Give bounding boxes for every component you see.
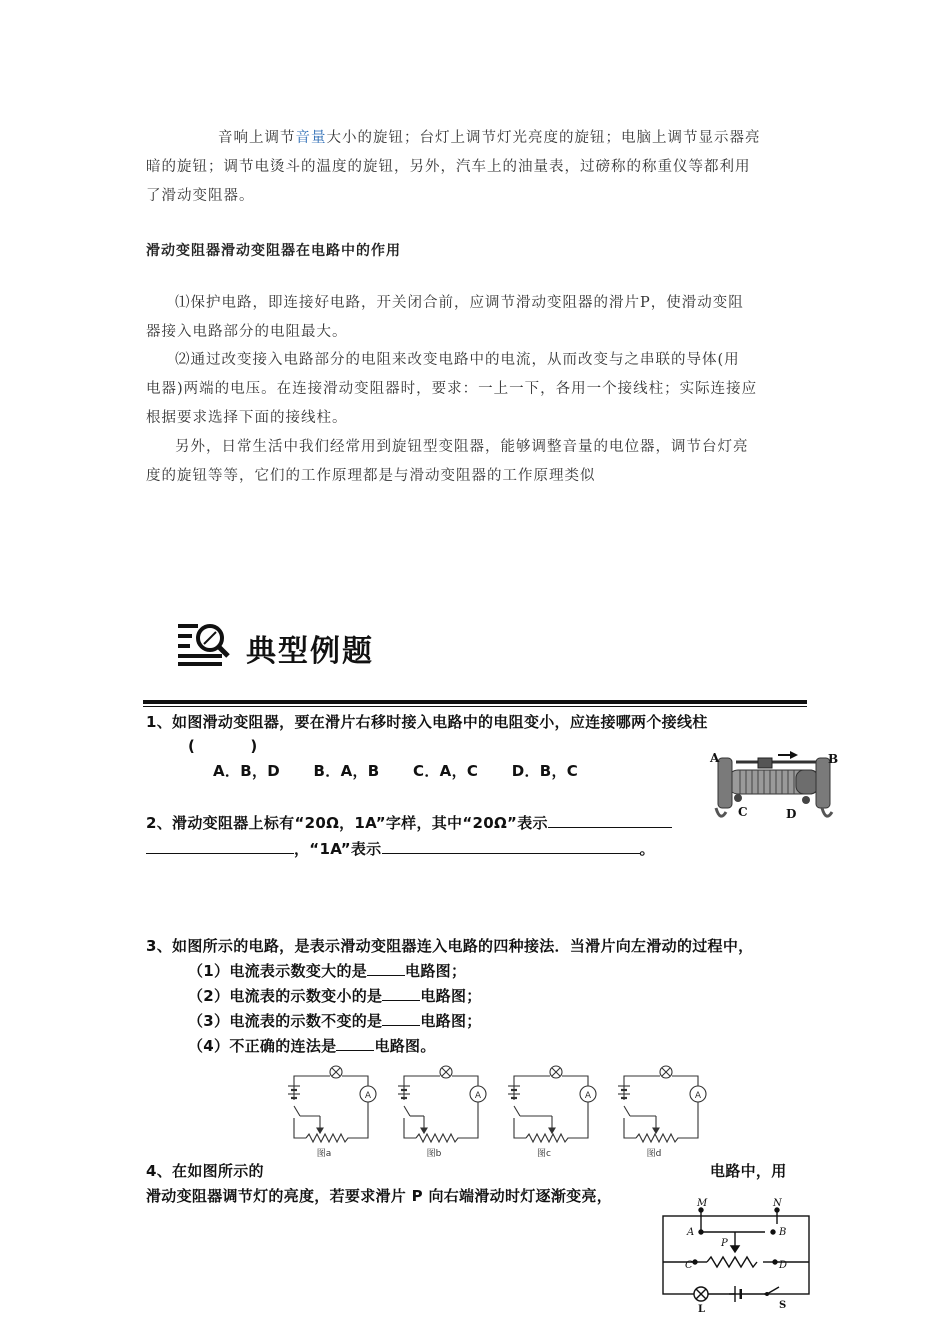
q1-options	[213, 759, 578, 783]
q4-line-2: 滑动变阻器调节灯的亮度，若要求滑片 P 向右端滑动时灯逐渐变亮，	[146, 1187, 613, 1205]
intro-line-1: 音响上调节音量大小的旋钮；台灯上调节灯光亮度的旋钮；电脑上调节显示器亮	[218, 130, 761, 146]
circuit-rheostat-icon	[306, 1134, 354, 1142]
q3-item-2: （2）电流表的示数变小的是 电路图；	[188, 984, 482, 1008]
q3-item-4: （4）不正确的连法是 电路图。	[188, 1034, 436, 1058]
q4-label-n: N	[773, 1198, 782, 1209]
role-3-line-2: 度的旋钮等等，它们的工作原理都是与滑动变阻器的工作原理类似	[146, 468, 596, 484]
q2-blank-2[interactable]	[382, 837, 640, 854]
circuit-label-3: 图c	[537, 1149, 551, 1159]
section-rule-thick	[143, 700, 807, 704]
circuit-ammeter-label: A	[694, 1091, 702, 1101]
role-2-line-2: 电器)两端的电压。在连接滑动变阻器时，要求：一上一下，各用一个接线柱；实际连接应	[146, 381, 758, 397]
q3-item-3: （3）电流表的示数不变的是 电路图；	[188, 1009, 482, 1033]
q3-blank-3[interactable]	[382, 1009, 420, 1026]
circuit-ammeter-label: A	[474, 1091, 482, 1101]
circuit-rheostat-icon	[526, 1134, 574, 1142]
magnifier-book-icon	[176, 618, 234, 668]
q2-blank-1[interactable]	[548, 811, 672, 828]
q4-label-d: D	[779, 1260, 788, 1271]
intro-line-2: 暗的旋钮；调节电烫斗的温度的旋钮，另外，汽车上的油量表，过磅称的称重仪等都利用	[146, 159, 751, 175]
q4-label-p: P	[721, 1238, 728, 1249]
role-1-line-1: ⑴保护电路，即连接好电路，开关闭合前，应调节滑动变阻器的滑片P，使滑动变阻	[175, 295, 744, 311]
rheostat-label-b: B	[828, 752, 839, 766]
q1-option-a[interactable]: A．B，D	[213, 762, 280, 780]
circuit-label-4: 图d	[646, 1149, 662, 1159]
rheostat-figure	[706, 748, 846, 828]
q4-label-m: M	[697, 1198, 708, 1209]
q2-line-1: 2、滑动变阻器上标有“20Ω，1A”字样，其中“20Ω”表示	[146, 811, 672, 835]
q2-line-2: ，“1A”表示 。	[146, 837, 655, 861]
q4-label-s: S	[779, 1300, 787, 1311]
q4-label-l: L	[698, 1304, 706, 1315]
q3-blank-2[interactable]	[382, 984, 420, 1001]
q3-text: 3、如图所示的电路，是表示滑动变阻器连入电路的四种接法．当滑片向左滑动的过程中，	[146, 937, 754, 955]
intro-line-3: 了滑动变阻器。	[146, 188, 255, 204]
circuit-label-2: 图b	[426, 1149, 442, 1159]
circuit-rheostat-icon	[416, 1134, 464, 1142]
q3-blank-4[interactable]	[336, 1034, 374, 1051]
q4-label-a: A	[687, 1227, 695, 1238]
roles-heading: 滑动变阻器滑动变阻器在电路中的作用	[146, 243, 401, 259]
circuit-1	[288, 1066, 376, 1142]
rheostat-label-a: A	[710, 751, 720, 765]
circuit-3	[508, 1066, 596, 1142]
q1-option-b[interactable]: B．A，B	[313, 762, 380, 780]
section-title: 典型例题	[246, 634, 374, 669]
q1-option-c[interactable]: C．A，C	[413, 762, 479, 780]
q3-circuits	[280, 1060, 720, 1162]
q1-answer-paren: ( )	[188, 737, 258, 755]
section-rule-thin	[143, 706, 807, 707]
circuit-4	[618, 1066, 706, 1142]
q2-blank-1-cont[interactable]	[146, 837, 294, 854]
q4-circuit	[655, 1196, 815, 1316]
role-1-line-2: 器接入电路部分的电阻最大。	[146, 324, 348, 340]
q4-label-b: B	[779, 1227, 787, 1238]
circuit-ammeter-label: A	[584, 1091, 592, 1101]
circuit-ammeter-label: A	[364, 1091, 372, 1101]
role-3-line-1: 另外，日常生活中我们经常用到旋钮型变阻器，能够调整音量的电位器，调节台灯亮	[175, 439, 749, 455]
circuit-rheostat-icon	[636, 1134, 684, 1142]
circuit-label-1: 图a	[316, 1149, 332, 1159]
q1-option-d[interactable]: D．B，C	[511, 762, 579, 780]
q3-blank-1[interactable]	[367, 959, 405, 976]
q1-text: 1、如图滑动变阻器，要在滑片右移时接入电路中的电阻变小，应连接哪两个接线柱	[146, 713, 708, 731]
role-2-line-1: ⑵通过改变接入电路部分的电阻来改变电路中的电流，从而改变与之串联的导体(用	[175, 352, 740, 368]
rheostat-label-c: C	[738, 805, 748, 819]
volume-link[interactable]: 音量	[295, 130, 327, 146]
q4-text-right: 电路中，用	[710, 1162, 787, 1180]
role-2-line-3: 根据要求选择下面的接线柱。	[146, 410, 348, 426]
rheostat-label-d: D	[786, 807, 797, 821]
q4-text-left: 4、在如图所示的	[146, 1162, 264, 1180]
circuit-2	[398, 1066, 486, 1142]
q3-item-1: （1）电流表示数变大的是 电路图；	[188, 959, 466, 983]
q4-label-c: C	[685, 1260, 693, 1271]
